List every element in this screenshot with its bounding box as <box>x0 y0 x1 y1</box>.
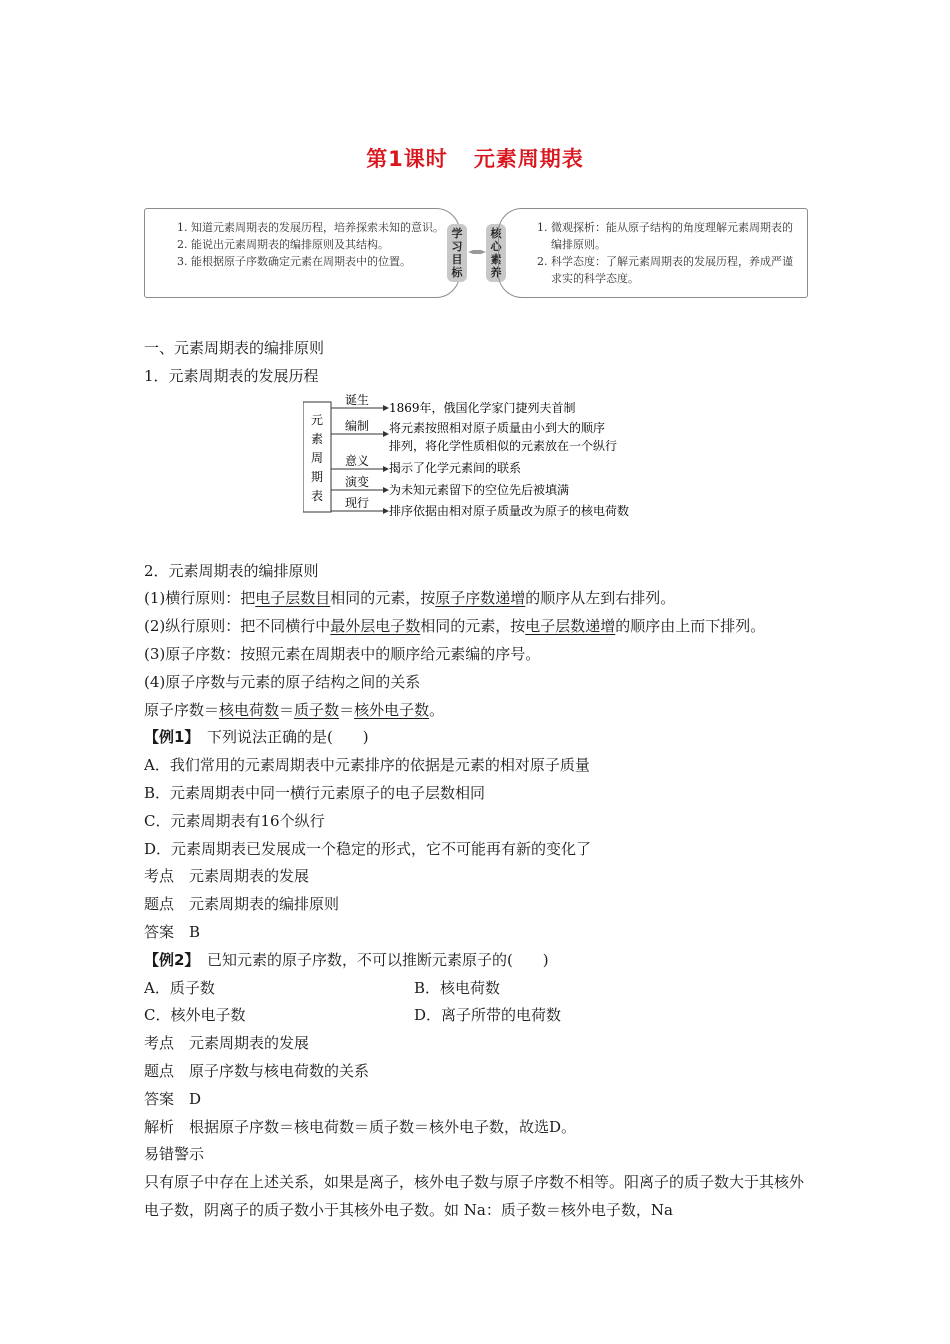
objective-item: 1. 知道元素周期表的发展历程，培养探索未知的意识。 <box>177 221 444 234</box>
branch-text-2: 排列，将化学性质相似的元素放在一个纵行 <box>389 439 618 453</box>
branch-text: 为未知元素留下的空位先后被填满 <box>389 483 570 497</box>
vertical-char: 元 <box>311 413 324 427</box>
branch-text: 揭示了化学元素间的联系 <box>389 461 522 475</box>
example-option: B．元素周期表中同一横行元素原子的电子层数相同 <box>144 783 486 802</box>
page-title <box>0 143 950 173</box>
example-answer: 答案 D <box>144 1089 202 1108</box>
vertical-char: 周 <box>311 451 324 465</box>
example-tidian: 题点 原子序数与核电荷数的关系 <box>144 1061 370 1080</box>
vertical-char: 期 <box>311 470 324 484</box>
vertical-char: 素 <box>311 432 324 446</box>
diamond-connector-icon <box>468 250 486 254</box>
section-heading: 一、元素周期表的编排原则 <box>144 339 325 357</box>
objective-item: 2. 能说出元素周期表的编排原则及其结构。 <box>177 238 389 251</box>
example-answer: 答案 B <box>144 922 201 941</box>
branch-text: 将元素按照相对原子质量由小到大的顺序 <box>389 421 606 435</box>
blank-answer: 电子层数递增 <box>525 617 616 636</box>
example-tag: 【例2】 <box>144 950 192 969</box>
branch-label: 诞生 <box>345 393 370 407</box>
example-analysis: 解析 根据原子序数＝核电荷数＝质子数＝核外电子数，故选D。 <box>144 1117 577 1136</box>
branch-label: 意义 <box>345 454 370 468</box>
example-tag: 【例1】 <box>144 728 192 747</box>
branch-text: 排序依据由相对原子质量改为原子的核电荷数 <box>389 504 630 518</box>
vertical-char: 表 <box>311 489 324 503</box>
branch-label: 编制 <box>345 419 370 433</box>
subsection-heading: 1．元素周期表的发展历程 <box>144 366 319 385</box>
example-option: A．我们常用的元素周期表中元素排序的依据是元素的相对原子质量 <box>144 756 590 775</box>
learning-objectives-box <box>144 208 460 298</box>
diagram-spacer <box>144 391 814 558</box>
blank-answer: 原子序数递增 <box>435 589 526 608</box>
main-content <box>144 335 814 1225</box>
example-2-stem: 【例2】 已知元素的原子序数，不可以推断元素原子的( ) <box>144 950 549 969</box>
relation-equation: 原子序数＝核电荷数＝质子数＝核外电子数。 <box>144 700 445 719</box>
core-literacy-badge: 核心素养 <box>486 224 506 282</box>
rule-vertical: (2)纵行原则：把不同横行中最外层电子数相同的元素，按电子层数递增的顺序由上而下排列。 <box>144 617 766 636</box>
blank-answer: 核外电子数 <box>354 700 430 719</box>
example-option: C．核外电子数 <box>144 1006 246 1025</box>
example-tidian: 题点 元素周期表的编排原则 <box>144 895 340 914</box>
example-1-stem: 【例1】 下列说法正确的是( ) <box>144 728 369 747</box>
example-kaodian: 考点 元素周期表的发展 <box>144 867 310 886</box>
example-option: A．质子数 <box>144 978 215 997</box>
literacy-item: 2. 科学态度：了解元素周期表的发展历程，养成严谨求实的科学态度。 <box>537 255 793 285</box>
learning-objectives-badge: 学习目标 <box>447 224 467 282</box>
example-options-row <box>144 975 814 1003</box>
example-option: C．元素周期表有16个纵行 <box>144 811 325 830</box>
rule-relation: (4)原子序数与元素的原子结构之间的关系 <box>144 672 421 691</box>
literacy-item: 1. 微观探析：能从原子结构的角度理解元素周期表的编排原则。 <box>537 221 793 251</box>
core-literacy-box <box>498 208 808 298</box>
subsection-heading: 2．元素周期表的编排原则 <box>144 561 319 580</box>
example-kaodian: 考点 元素周期表的发展 <box>144 1034 310 1053</box>
example-option: D．离子所带的电荷数 <box>414 1006 562 1025</box>
lesson-topic: 元素周期表 <box>473 147 584 171</box>
blank-answer: 质子数 <box>294 700 340 719</box>
warning-title: 易错警示 <box>144 1145 205 1164</box>
objective-item: 3. 能根据原子序数确定元素在周期表中的位置。 <box>177 255 411 268</box>
branch-label: 演变 <box>345 475 370 489</box>
blank-answer: 电子层数目 <box>255 589 331 608</box>
rule-horizontal: (1)横行原则：把电子层数目相同的元素，按原子序数递增的顺序从左到右排列。 <box>144 589 676 608</box>
branch-label: 现行 <box>345 496 370 510</box>
branch-text: 1869年，俄国化学家门捷列夫首制 <box>389 401 576 415</box>
example-options-row <box>144 1002 814 1030</box>
example-option: B．核电荷数 <box>414 978 501 997</box>
lesson-number: 第1课时 <box>366 147 448 171</box>
example-option: D．元素周期表已发展成一个稳定的形式，它不可能再有新的变化了 <box>144 839 592 858</box>
blank-answer: 核电荷数 <box>219 700 280 719</box>
rule-atomic-number: (3)原子序数：按照元素在周期表中的顺序给元素编的序号。 <box>144 644 541 663</box>
blank-answer: 最外层电子数 <box>330 617 421 636</box>
warning-text: 只有原子中存在上述关系，如果是离子，核外电子数与原子序数不相等。阳离子的质子数大于其核外电子数，阴离子的质子数小于其核外电子数。如 Na：质子数＝核外电子数，Na <box>144 1173 805 1219</box>
